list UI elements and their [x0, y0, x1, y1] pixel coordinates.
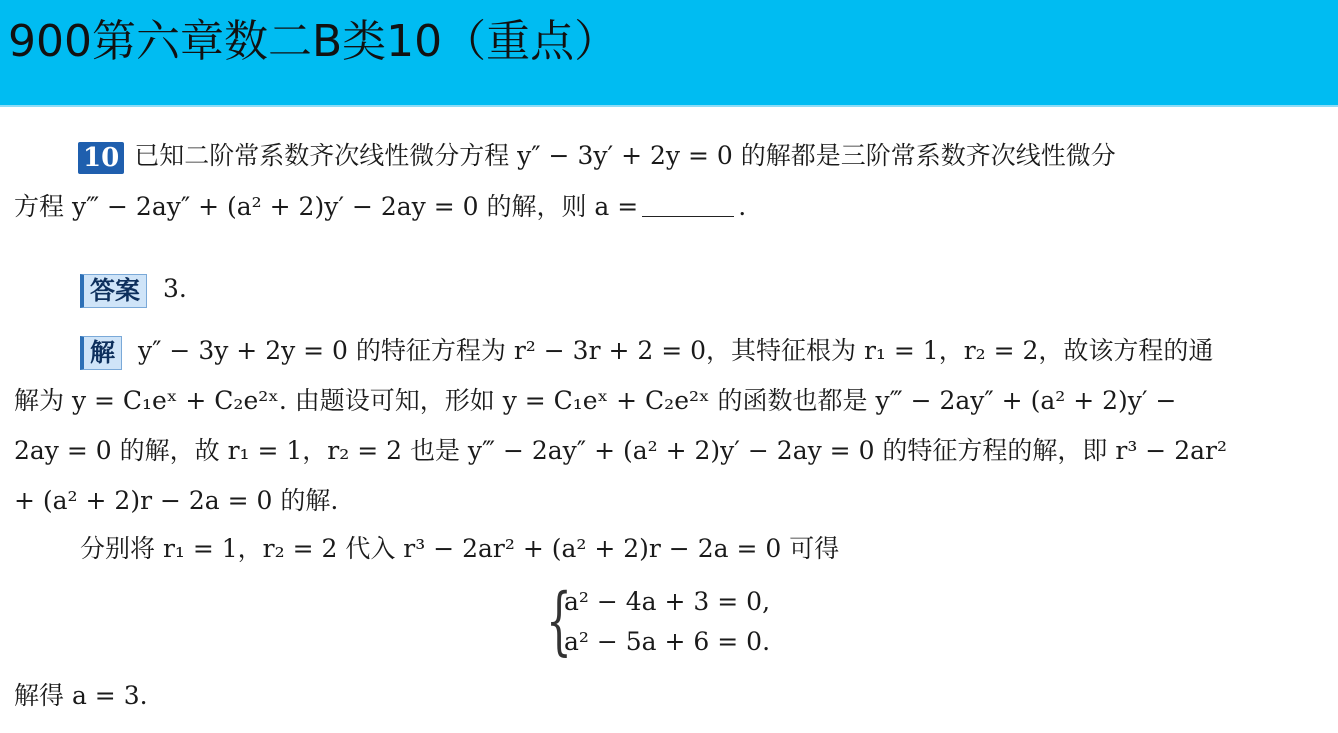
conclusion-line	[14, 679, 148, 713]
solution-line-2	[14, 384, 1176, 418]
solution-label: 解	[80, 336, 122, 370]
header-bar	[0, 0, 1338, 107]
solution-line-1	[80, 334, 1213, 370]
solution-text-4: + (a² + 2)r − 2a = 0 的解.	[14, 486, 339, 515]
solution-line-5	[80, 532, 839, 566]
conclusion-text: 解得 a = 3.	[14, 681, 148, 710]
answer-line	[80, 272, 187, 308]
system-equation-2: a² − 5a + 6 = 0.	[564, 627, 771, 656]
equation-system	[546, 578, 771, 664]
solution-line-3	[14, 434, 1227, 468]
problem-number-badge: 10	[78, 142, 124, 174]
solution-line-4	[14, 484, 338, 518]
answer-blank	[642, 216, 734, 217]
solution-text-3: 2ay = 0 的解，故 r₁ = 1，r₂ = 2 也是 y‴ − 2ay″ + (a² + 2)y′ − 2ay = 0 的特征方程的解，即 r³ − 2ar²	[14, 436, 1227, 465]
answer-label: 答案	[80, 274, 147, 308]
problem-line-1	[78, 139, 1116, 174]
solution-text-2: 解为 y = C₁eˣ + C₂e²ˣ. 由题设可知，形如 y = C₁eˣ + C₂e²ˣ 的函数也都是 y‴ − 2ay″ + (a² + 2)y′ −	[14, 386, 1177, 415]
page-title: 900第六章数二B类10（重点）	[8, 16, 619, 67]
problem-line-2	[14, 190, 746, 224]
solution-text-1: y″ − 3y + 2y = 0 的特征方程为 r² − 3r + 2 = 0，其特征根为 r₁ = 1，r₂ = 2，故该方程的通	[138, 336, 1214, 365]
problem-text-1: 已知二阶常系数齐次线性微分方程 y″ − 3y′ + 2y = 0 的解都是三阶常系数齐次线性微分	[134, 141, 1116, 170]
answer-value: 3.	[163, 274, 187, 303]
problem-text-2: 方程 y‴ − 2ay″ + (a² + 2)y′ − 2ay = 0 的解，则 a =	[14, 192, 639, 221]
solution-text-5: 分别将 r₁ = 1，r₂ = 2 代入 r³ − 2ar² + (a² + 2)r − 2a = 0 可得	[80, 534, 840, 563]
problem-text-2-end: .	[738, 192, 747, 221]
system-equation-1: a² − 4a + 3 = 0,	[564, 587, 771, 616]
left-brace: {	[546, 578, 572, 664]
